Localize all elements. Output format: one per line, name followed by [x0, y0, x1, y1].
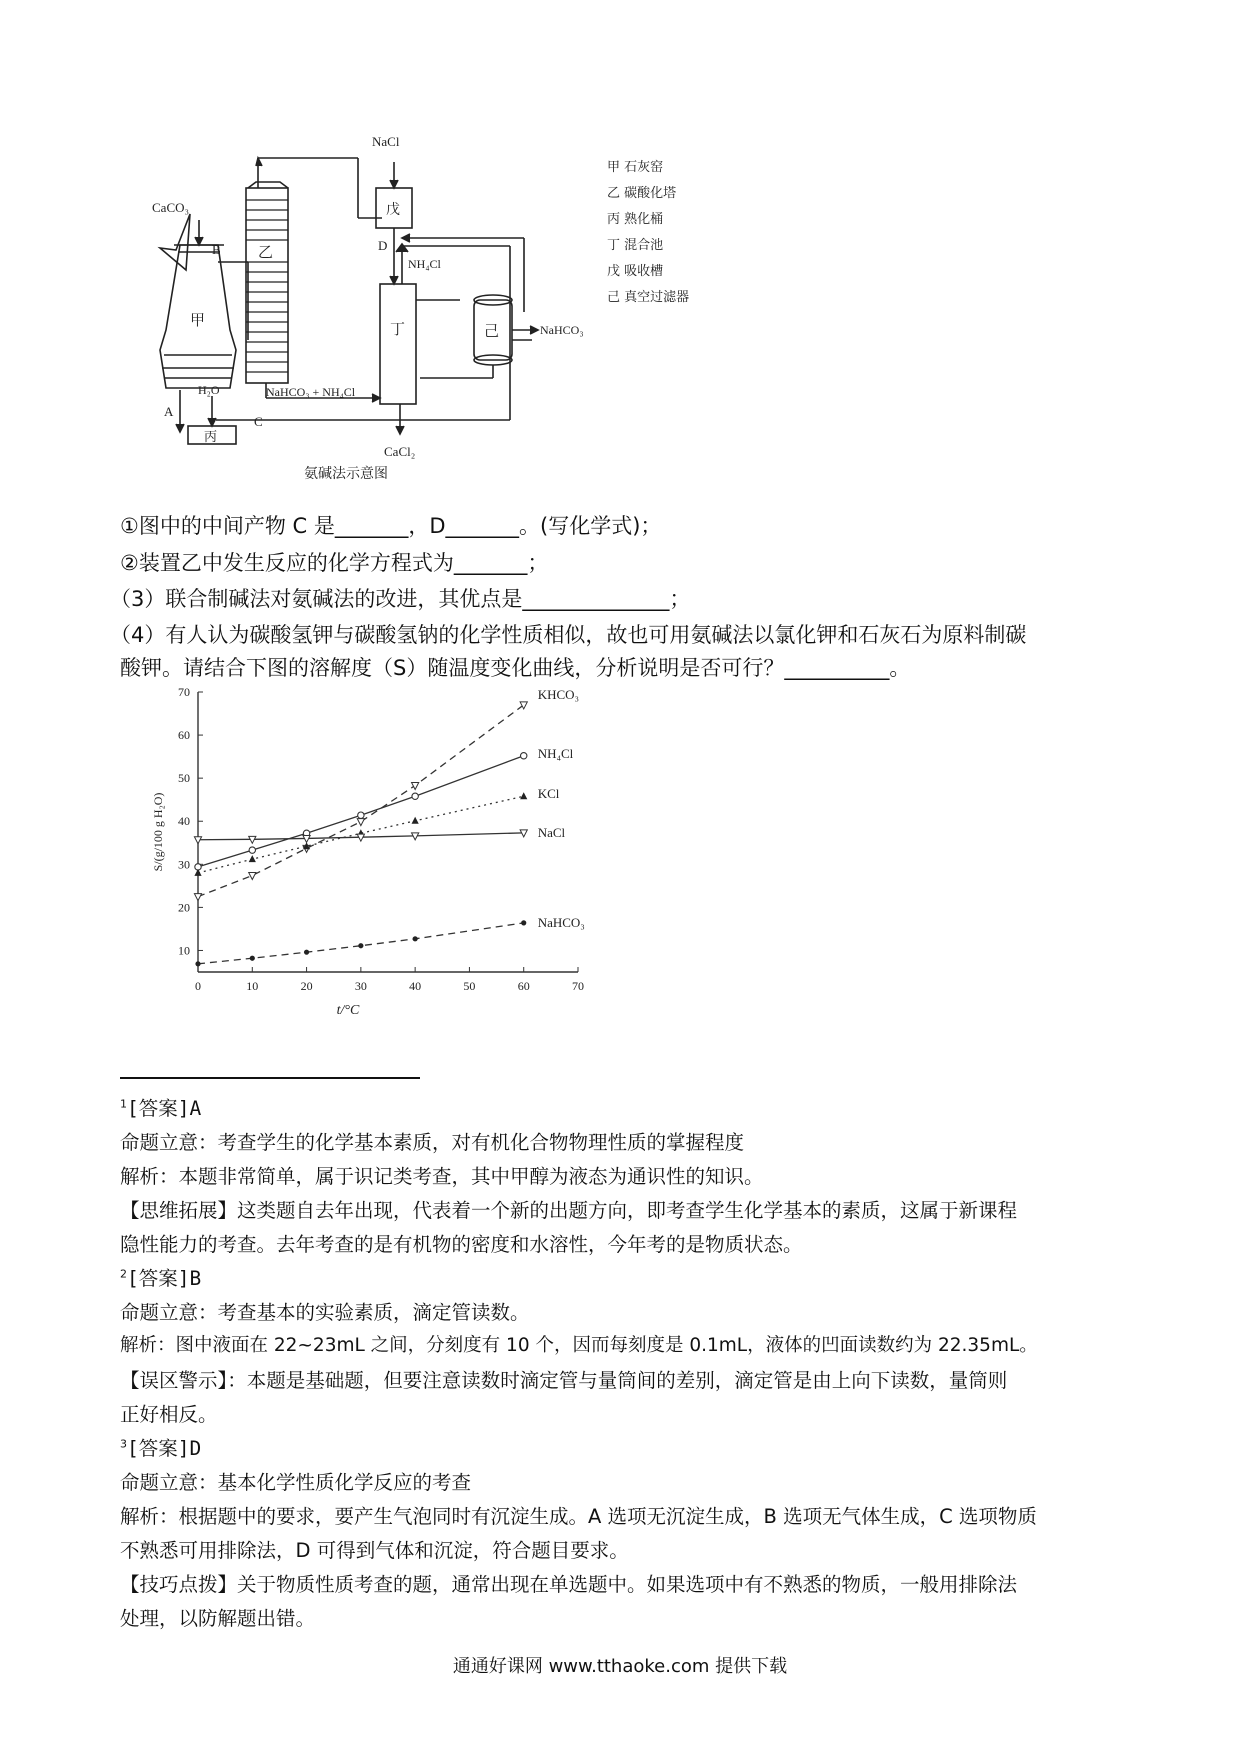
footnote-1-answer	[120, 1093, 201, 1121]
label-box-ji: 己	[484, 324, 500, 340]
label-c: C	[254, 414, 263, 429]
data-point	[520, 792, 527, 799]
label-h2o: H₂O	[198, 383, 220, 397]
footnote-1-line-3: 解析：本题非常简单，属于识记类考查，其中甲醇为液态为通识性的知识。	[120, 1165, 764, 1188]
x-axis-label: t/°C	[336, 1003, 360, 1018]
question-2: ②装置乙中发生反应的化学方程式为_______；	[120, 551, 549, 575]
y-tick-label: 40	[178, 814, 190, 829]
x-tick-label: 50	[463, 979, 476, 993]
x-tick-label: 40	[409, 979, 422, 993]
question-4-line-2: 酸钾。请结合下图的溶解度（S）随温度变化曲线，分析说明是否可行？__________。	[120, 656, 911, 680]
series-label: NaCl	[537, 824, 566, 840]
label-box-bing: 丙	[204, 429, 218, 444]
label-cacl2: CaCl₂	[384, 444, 416, 459]
legend-item-ji: 己 真空过滤器	[607, 290, 690, 305]
footnote-2-line-4: 【误区警示】：本题是基础题，但要注意读数时滴定管与量筒间的差别，滴定管是由上向下读数，量筒则	[120, 1369, 1008, 1392]
label-d: D	[378, 238, 388, 253]
data-point	[357, 819, 364, 826]
footnote-2-number: 2	[120, 1267, 127, 1281]
footnote-2-line-1: [答案]B	[127, 1267, 202, 1290]
mixing-tank-box	[380, 284, 416, 404]
series-line	[198, 705, 524, 897]
label-box-wu: 戊	[386, 203, 400, 218]
data-point	[195, 961, 200, 966]
x-tick-label: 0	[195, 979, 201, 993]
footnote-3-line-6: 处理，以防解题出错。	[120, 1607, 316, 1630]
footnote-3-line-4: 不熟悉可用排除法，D 可得到气体和沉淀，符合题目要求。	[120, 1539, 629, 1562]
footnote-3-answer	[120, 1433, 201, 1461]
label-a: A	[164, 404, 174, 419]
y-tick-label: 20	[178, 900, 190, 915]
data-point	[194, 894, 201, 901]
footnote-1-line-5: 隐性能力的考查。去年考查的是有机物的密度和水溶性，今年考的是物质状态。	[120, 1233, 803, 1256]
series-label: NaHCO₃	[537, 914, 585, 930]
legend-item-bing: 丙 熟化桶	[607, 212, 664, 227]
footnote-2-line-3: 解析：图中液面在 22~23mL 之间，分刻度有 10 个，因而每刻度是 0.1mL，液体的凹面读数约为 22.35mL。	[120, 1335, 1038, 1356]
footnote-3-line-3: 解析：根据题中的要求，要产生气泡同时有沉淀生成。A 选项无沉淀生成，B 选项无气体生成，C 选项物质	[120, 1505, 1037, 1528]
data-point	[358, 812, 364, 818]
footnote-1-line-1: [答案]A	[127, 1097, 202, 1120]
question-4-line-1: （4）有人认为碳酸氢钾与碳酸氢钠的化学性质相似，故也可用氨碱法以氯化钾和石灰石为原料制碳	[110, 623, 1027, 647]
label-nahco3-out: NaHCO₃	[540, 323, 584, 337]
x-tick-label: 70	[572, 979, 584, 993]
label-caco3: CaCO₃	[152, 200, 190, 215]
legend-item-wu: 戊 吸收槽	[607, 264, 664, 279]
x-tick-label: 60	[517, 979, 530, 993]
data-point	[249, 847, 255, 853]
x-tick-label: 10	[246, 979, 259, 993]
solubility-chart-svg	[130, 680, 650, 1020]
label-b: B	[212, 242, 221, 257]
series-line	[198, 756, 524, 867]
data-point	[250, 956, 255, 961]
footnote-1-line-2: 命题立意：考查学生的化学基本素质，对有机化合物物理性质的掌握程度	[120, 1131, 745, 1154]
footnote-2-answer	[120, 1263, 201, 1291]
carbonation-tower	[246, 188, 288, 383]
label-box-jia: 甲	[190, 313, 206, 329]
y-tick-label: 60	[178, 728, 190, 743]
data-point	[304, 950, 309, 955]
legend-item-ding: 丁 混合池	[607, 238, 664, 253]
label-box-ding: 丁	[390, 322, 406, 338]
data-point	[249, 855, 256, 862]
data-point	[521, 920, 526, 925]
y-tick-label: 70	[178, 685, 190, 699]
legend-item-yi: 乙 碳酸化塔	[607, 186, 677, 201]
data-point	[194, 869, 201, 876]
label-nacl: NaCl	[372, 134, 400, 149]
footnote-3-line-1: [答案]D	[127, 1437, 202, 1460]
footnote-2-line-5: 正好相反。	[120, 1403, 218, 1426]
label-box-yi: 乙	[258, 245, 274, 261]
data-point	[520, 702, 527, 709]
data-point	[358, 943, 363, 948]
footnote-1-line-4: 【思维拓展】这类题自去年出现，代表着一个新的出题方向，即考查学生化学基本的素质，这属于新课程	[120, 1199, 1018, 1222]
data-point	[412, 793, 418, 799]
data-point	[413, 936, 418, 941]
x-tick-label: 30	[354, 979, 367, 993]
page-footer: 通通好课网 www.tthaoke.com 提供下载	[452, 1656, 788, 1677]
series-label: KHCO₃	[537, 686, 580, 702]
footnote-2-line-2: 命题立意：考查基本的实验素质，滴定管读数。	[120, 1301, 530, 1324]
y-tick-label: 30	[178, 857, 190, 872]
data-point	[412, 817, 419, 824]
footnote-separator	[120, 1077, 420, 1079]
y-axis-label: S/(g/100 g H₂O)	[151, 792, 165, 872]
x-tick-label: 20	[300, 979, 313, 993]
data-point	[521, 753, 527, 759]
series-label: KCl	[537, 786, 560, 802]
question-1: ①图中的中间产物 C 是_______，D_______。(写化学式)；	[120, 514, 662, 538]
footnote-3-line-5: 【技巧点拨】关于物质性质考查的题，通常出现在单选题中。如果选项中有不熟悉的物质，一般用排除法	[120, 1573, 1018, 1596]
footnote-1-number: 1	[120, 1097, 127, 1111]
solubility-chart	[130, 680, 650, 1020]
label-nh4cl: NH₄Cl	[408, 257, 441, 271]
y-tick-label: 10	[178, 943, 190, 958]
y-tick-label: 50	[178, 771, 190, 786]
diagram-caption: 氨碱法示意图	[304, 467, 388, 482]
legend-item-jia: 甲 石灰窑	[607, 160, 664, 175]
question-3: （3）联合制碱法对氨碱法的改进，其优点是______________；	[110, 587, 691, 611]
footnote-3-line-2: 命题立意：基本化学性质化学反应的考查	[120, 1471, 472, 1494]
footnote-3-number: 3	[120, 1437, 127, 1451]
series-label: NH₄Cl	[537, 745, 574, 761]
data-point	[249, 873, 256, 880]
label-mix: NaHCO₃ + NH₄Cl	[266, 385, 356, 399]
data-point	[412, 782, 419, 789]
